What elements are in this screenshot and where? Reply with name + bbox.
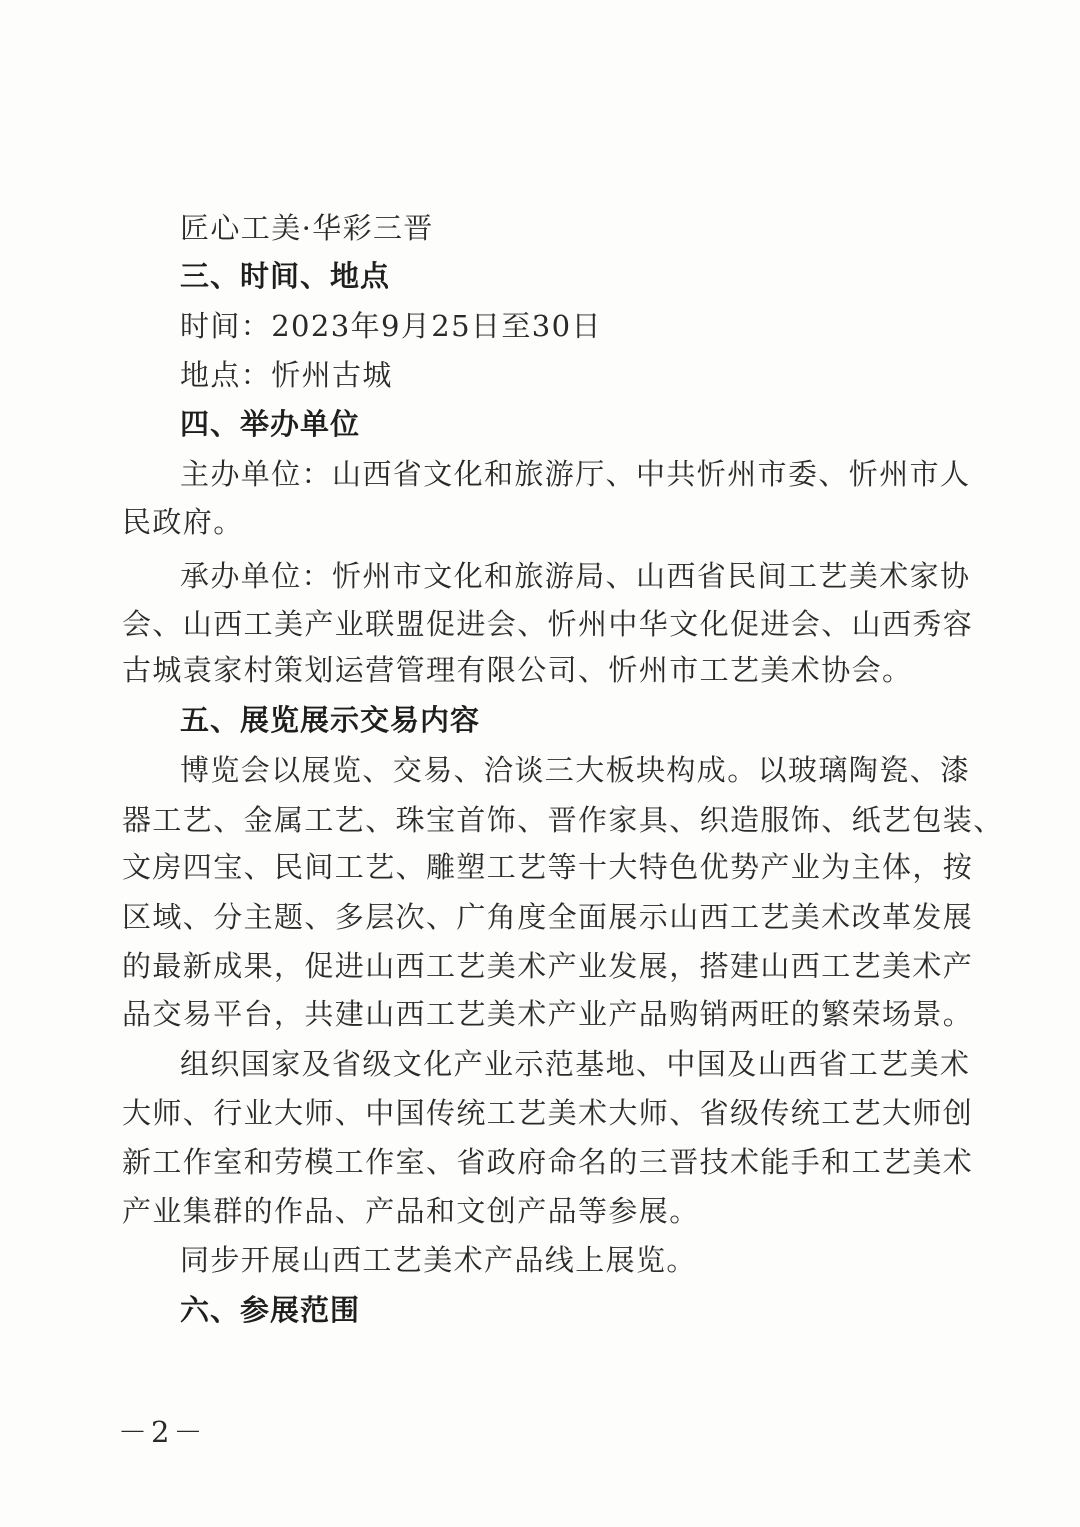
organizer-line-3: 古城袁家村策划运营管理有限公司、忻州市工艺美术协会。 [122,653,913,687]
page-number: －2－ [118,1415,207,1449]
paragraph-line: 品交易平台，共建山西工艺美术产业产品购销两旺的繁荣场景。 [122,997,974,1031]
theme-line: 匠心工美·华彩三晋 [180,211,434,245]
host-line-2: 民政府。 [122,505,244,539]
place-line: 地点：忻州古城 [180,358,393,392]
section-heading-organizers: 四、举办单位 [180,407,361,441]
host-line-1: 主办单位：山西省文化和旅游厅、中共忻州市委、忻州市人 [180,457,971,491]
organizer-line-2: 会、山西工美产业联盟促进会、忻州中华文化促进会、山西秀容 [122,607,974,641]
paragraph-line: 新工作室和劳模工作室、省政府命名的三晋技术能手和工艺美术 [122,1145,974,1179]
paragraph-line: 博览会以展览、交易、洽谈三大板块构成。以玻璃陶瓷、漆 [180,753,971,787]
section-heading-scope: 六、参展范围 [180,1293,361,1327]
time-line: 时间：2023年9月25日至30日 [180,309,602,343]
paragraph-line: 大师、行业大师、中国传统工艺美术大师、省级传统工艺大师创 [122,1096,974,1130]
paragraph-line: 文房四宝、民间工艺、雕塑工艺等十大特色优势产业为主体，按 [122,850,974,884]
section-heading-time-place: 三、时间、地点 [180,259,391,293]
paragraph-line: 组织国家及省级文化产业示范基地、中国及山西省工艺美术 [180,1047,971,1081]
organizer-line-1: 承办单位：忻州市文化和旅游局、山西省民间工艺美术家协 [180,559,971,593]
section-heading-exhibition-content: 五、展览展示交易内容 [180,703,481,737]
paragraph-line: 产业集群的作品、产品和文创产品等参展。 [122,1194,700,1228]
paragraph-line: 区域、分主题、多层次、广角度全面展示山西工艺美术改革发展 [122,900,974,934]
paragraph-line: 器工艺、金属工艺、珠宝首饰、晋作家具、织造服饰、纸艺包装、 [122,803,1004,837]
paragraph-line: 同步开展山西工艺美术产品线上展览。 [180,1243,697,1277]
paragraph-line: 的最新成果，促进山西工艺美术产业发展，搭建山西工艺美术产 [122,949,974,983]
